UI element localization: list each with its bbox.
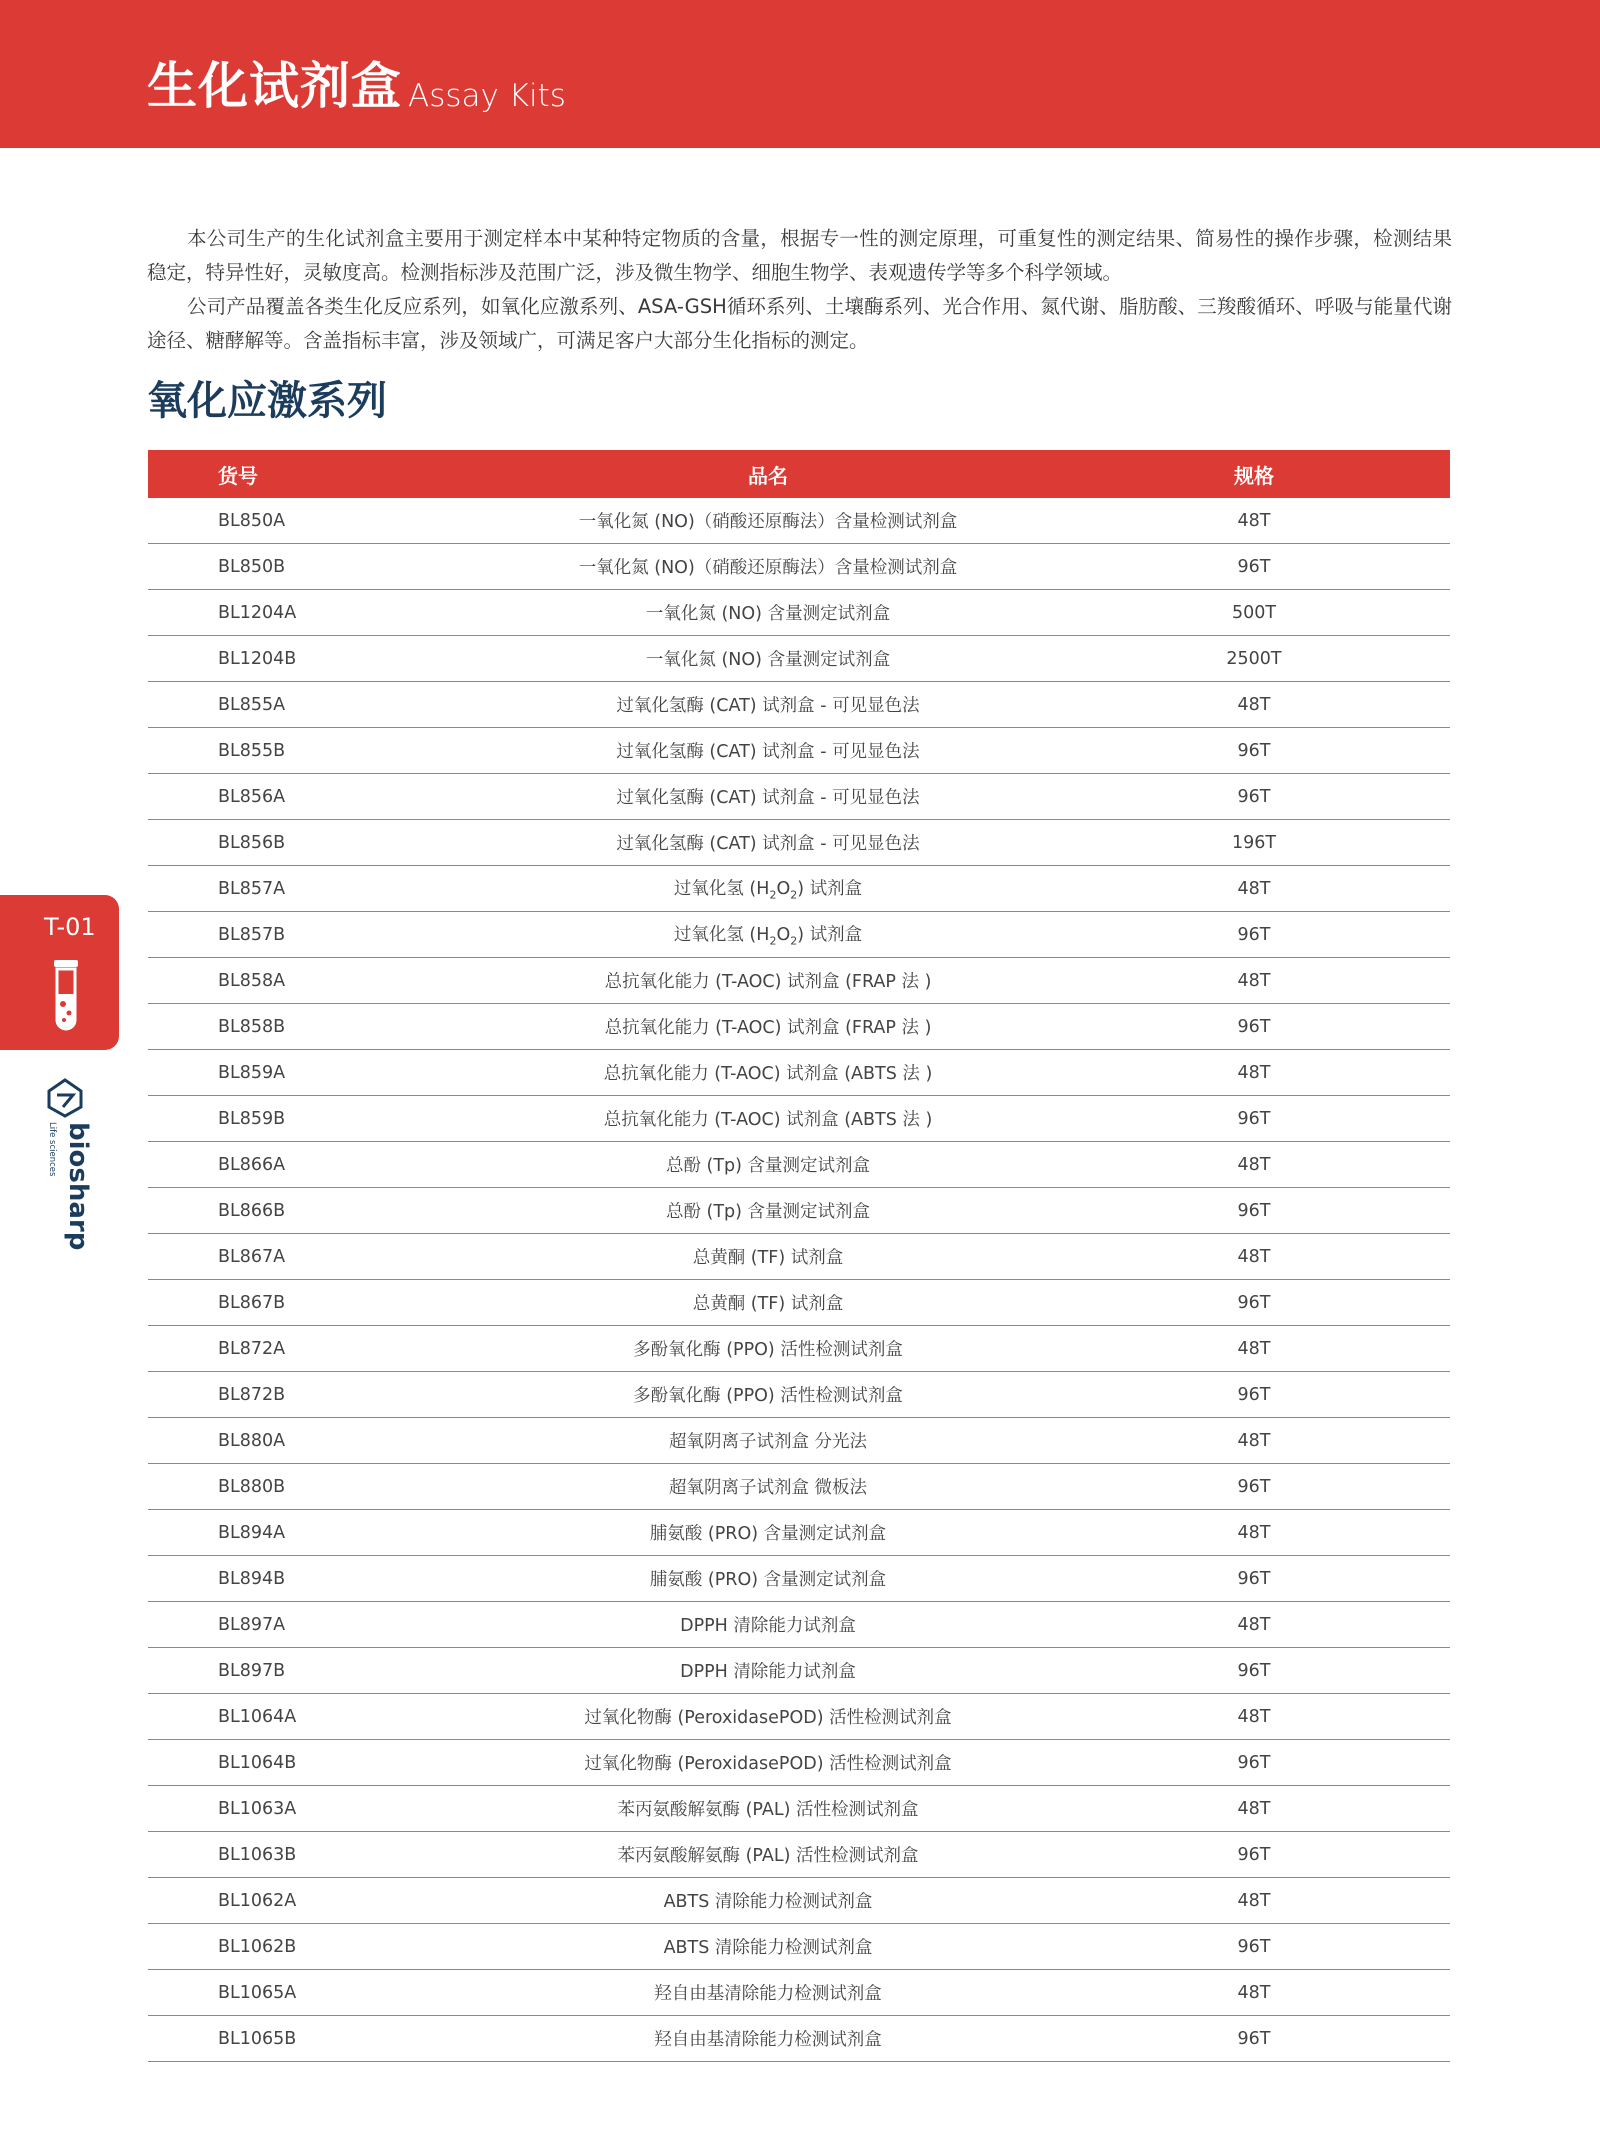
table-row bbox=[148, 1280, 1450, 1326]
cell-spec: 96T bbox=[1043, 1556, 1450, 1602]
cell-spec: 48T bbox=[1043, 1970, 1450, 2016]
name-subscript: 2 bbox=[769, 888, 777, 902]
cell-spec: 2500T bbox=[1043, 636, 1450, 682]
cell-spec: 48T bbox=[1043, 1050, 1450, 1096]
cell-code: BL857A bbox=[148, 866, 493, 912]
name-subscript: 2 bbox=[790, 888, 798, 902]
cell-spec: 96T bbox=[1043, 728, 1450, 774]
table-row bbox=[148, 958, 1450, 1004]
cell-name: DPPH 清除能力试剂盒 bbox=[493, 1648, 1043, 1694]
cell-code: BL855B bbox=[148, 728, 493, 774]
cell-spec: 96T bbox=[1043, 1096, 1450, 1142]
cell-name: ABTS 清除能力检测试剂盒 bbox=[493, 1924, 1043, 1970]
table-row bbox=[148, 912, 1450, 958]
table-row bbox=[148, 1326, 1450, 1372]
intro-paragraph-1: 本公司生产的生化试剂盒主要用于测定样本中某种特定物质的含量，根据专一性的测定原理，可重复性的测定结果、简易性的操作步骤，检测结果稳定，特异性好，灵敏度高。检测指标涉及范围广泛，涉及微生物学、细胞生物学、表观遗传学等多个科学领域。 bbox=[147, 227, 1452, 284]
cell-name: 一氧化氮 (NO) 含量测定试剂盒 bbox=[493, 636, 1043, 682]
cell-spec: 96T bbox=[1043, 1740, 1450, 1786]
table-row bbox=[148, 682, 1450, 728]
cell-code: BL850A bbox=[148, 498, 493, 544]
cell-code: BL866B bbox=[148, 1188, 493, 1234]
cell-name: 过氧化氢酶 (CAT) 试剂盒 - 可见显色法 bbox=[493, 820, 1043, 866]
cell-spec: 96T bbox=[1043, 912, 1450, 958]
cell-spec: 48T bbox=[1043, 866, 1450, 912]
intro-text bbox=[147, 222, 1452, 358]
cell-code: BL1063A bbox=[148, 1786, 493, 1832]
cell-code: BL872A bbox=[148, 1326, 493, 1372]
cell-spec: 48T bbox=[1043, 1418, 1450, 1464]
cell-name: DPPH 清除能力试剂盒 bbox=[493, 1602, 1043, 1648]
table-row bbox=[148, 820, 1450, 866]
table-row bbox=[148, 1556, 1450, 1602]
table-row bbox=[148, 1464, 1450, 1510]
cell-name: 过氧化物酶 (PeroxidasePOD) 活性检测试剂盒 bbox=[493, 1740, 1043, 1786]
cell-spec: 96T bbox=[1043, 1832, 1450, 1878]
name-mid: O bbox=[776, 925, 791, 946]
section-title: 氧化应激系列 bbox=[147, 378, 387, 424]
cell-name bbox=[493, 866, 1043, 912]
cell-spec: 48T bbox=[1043, 1510, 1450, 1556]
cell-name: 羟自由基清除能力检测试剂盒 bbox=[493, 1970, 1043, 2016]
name-pre: 过氧化氢 (H bbox=[673, 879, 770, 900]
table-row bbox=[148, 2016, 1450, 2062]
cell-name: 总抗氧化能力 (T-AOC) 试剂盒 (ABTS 法 ) bbox=[493, 1096, 1043, 1142]
cell-code: BL856B bbox=[148, 820, 493, 866]
cell-code: BL850B bbox=[148, 544, 493, 590]
header-code: 货号 bbox=[148, 450, 493, 498]
cell-spec: 48T bbox=[1043, 1878, 1450, 1924]
cell-code: BL880B bbox=[148, 1464, 493, 1510]
table-row bbox=[148, 544, 1450, 590]
cell-spec: 48T bbox=[1043, 498, 1450, 544]
table-row bbox=[148, 1694, 1450, 1740]
side-tab-label: T-01 bbox=[44, 913, 96, 941]
cell-code: BL858B bbox=[148, 1004, 493, 1050]
cell-name: 总抗氧化能力 (T-AOC) 试剂盒 (FRAP 法 ) bbox=[493, 1004, 1043, 1050]
cell-spec: 48T bbox=[1043, 1234, 1450, 1280]
cell-name: 过氧化氢酶 (CAT) 试剂盒 - 可见显色法 bbox=[493, 682, 1043, 728]
table-row bbox=[148, 636, 1450, 682]
cell-name: 总抗氧化能力 (T-AOC) 试剂盒 (FRAP 法 ) bbox=[493, 958, 1043, 1004]
biosharp-logo bbox=[42, 1078, 93, 1256]
cell-name: 超氧阴离子试剂盒 微板法 bbox=[493, 1464, 1043, 1510]
cell-code: BL1063B bbox=[148, 1832, 493, 1878]
table-row bbox=[148, 1648, 1450, 1694]
cell-code: BL894B bbox=[148, 1556, 493, 1602]
table-body bbox=[148, 498, 1450, 2062]
table-header-row bbox=[148, 450, 1450, 498]
cell-name: 苯丙氨酸解氨酶 (PAL) 活性检测试剂盒 bbox=[493, 1832, 1043, 1878]
cell-spec: 96T bbox=[1043, 1188, 1450, 1234]
cell-code: BL880A bbox=[148, 1418, 493, 1464]
cell-code: BL894A bbox=[148, 1510, 493, 1556]
table-row bbox=[148, 1832, 1450, 1878]
cell-name: 多酚氧化酶 (PPO) 活性检测试剂盒 bbox=[493, 1326, 1043, 1372]
brand-name: biosharp bbox=[63, 1122, 93, 1251]
table-row bbox=[148, 1924, 1450, 1970]
cell-code: BL1062A bbox=[148, 1878, 493, 1924]
cell-spec: 96T bbox=[1043, 2016, 1450, 2062]
brand-tagline: Life sciences bbox=[47, 1122, 57, 1177]
table-row bbox=[148, 1970, 1450, 2016]
cell-name: ABTS 清除能力检测试剂盒 bbox=[493, 1878, 1043, 1924]
cell-spec: 48T bbox=[1043, 1786, 1450, 1832]
table-row bbox=[148, 1740, 1450, 1786]
table-row bbox=[148, 1096, 1450, 1142]
table-row bbox=[148, 866, 1450, 912]
table-row bbox=[148, 1418, 1450, 1464]
cell-code: BL858A bbox=[148, 958, 493, 1004]
cell-spec: 48T bbox=[1043, 1602, 1450, 1648]
cell-name: 苯丙氨酸解氨酶 (PAL) 活性检测试剂盒 bbox=[493, 1786, 1043, 1832]
cell-name: 多酚氧化酶 (PPO) 活性检测试剂盒 bbox=[493, 1372, 1043, 1418]
table-row bbox=[148, 590, 1450, 636]
cell-name: 过氧化物酶 (PeroxidasePOD) 活性检测试剂盒 bbox=[493, 1694, 1043, 1740]
cell-name: 过氧化氢酶 (CAT) 试剂盒 - 可见显色法 bbox=[493, 774, 1043, 820]
cell-spec: 48T bbox=[1043, 1142, 1450, 1188]
name-pre: 过氧化氢 (H bbox=[673, 925, 770, 946]
header-spec: 规格 bbox=[1043, 450, 1450, 498]
cell-name: 总酚 (Tp) 含量测定试剂盒 bbox=[493, 1188, 1043, 1234]
cell-code: BL897B bbox=[148, 1648, 493, 1694]
cell-name: 总酚 (Tp) 含量测定试剂盒 bbox=[493, 1142, 1043, 1188]
table-row bbox=[148, 498, 1450, 544]
cell-spec: 48T bbox=[1043, 682, 1450, 728]
page-title: 生化试剂盒 bbox=[147, 57, 402, 115]
cell-name: 脯氨酸 (PRO) 含量测定试剂盒 bbox=[493, 1556, 1043, 1602]
test-tube-icon bbox=[50, 958, 82, 1032]
name-post: ) 试剂盒 bbox=[797, 879, 863, 900]
table-row bbox=[148, 1878, 1450, 1924]
cell-spec: 48T bbox=[1043, 958, 1450, 1004]
cell-name: 总抗氧化能力 (T-AOC) 试剂盒 (ABTS 法 ) bbox=[493, 1050, 1043, 1096]
cell-name: 总黄酮 (TF) 试剂盒 bbox=[493, 1280, 1043, 1326]
table-row bbox=[148, 728, 1450, 774]
cell-code: BL872B bbox=[148, 1372, 493, 1418]
cell-spec: 96T bbox=[1043, 1924, 1450, 1970]
cell-code: BL897A bbox=[148, 1602, 493, 1648]
table-row bbox=[148, 1188, 1450, 1234]
cell-code: BL1064B bbox=[148, 1740, 493, 1786]
cell-code: BL867B bbox=[148, 1280, 493, 1326]
cell-spec: 48T bbox=[1043, 1694, 1450, 1740]
cell-name: 一氧化氮 (NO) 含量测定试剂盒 bbox=[493, 590, 1043, 636]
name-subscript: 2 bbox=[790, 934, 798, 948]
cell-code: BL1065A bbox=[148, 1970, 493, 2016]
cell-name: 羟自由基清除能力检测试剂盒 bbox=[493, 2016, 1043, 2062]
name-post: ) 试剂盒 bbox=[797, 925, 863, 946]
table-row bbox=[148, 1510, 1450, 1556]
cell-name: 超氧阴离子试剂盒 分光法 bbox=[493, 1418, 1043, 1464]
cell-spec: 96T bbox=[1043, 774, 1450, 820]
name-mid: O bbox=[776, 879, 791, 900]
cell-spec: 96T bbox=[1043, 1372, 1450, 1418]
cell-code: BL1204B bbox=[148, 636, 493, 682]
cell-name bbox=[493, 912, 1043, 958]
table-row bbox=[148, 1050, 1450, 1096]
cell-spec: 196T bbox=[1043, 820, 1450, 866]
cell-code: BL1065B bbox=[148, 2016, 493, 2062]
table-row bbox=[148, 774, 1450, 820]
cell-code: BL1062B bbox=[148, 1924, 493, 1970]
cell-code: BL859A bbox=[148, 1050, 493, 1096]
name-subscript: 2 bbox=[769, 934, 777, 948]
cell-code: BL856A bbox=[148, 774, 493, 820]
table-row bbox=[148, 1234, 1450, 1280]
cell-name: 一氧化氮 (NO)（硝酸还原酶法）含量检测试剂盒 bbox=[493, 544, 1043, 590]
cell-spec: 96T bbox=[1043, 544, 1450, 590]
cell-code: BL859B bbox=[148, 1096, 493, 1142]
cell-name: 过氧化氢酶 (CAT) 试剂盒 - 可见显色法 bbox=[493, 728, 1043, 774]
cell-spec: 96T bbox=[1043, 1464, 1450, 1510]
intro-paragraph-2: 公司产品覆盖各类生化反应系列，如氧化应激系列、ASA-GSH循环系列、土壤酶系列、光合作用、氮代谢、脂肪酸、三羧酸循环、呼吸与能量代谢途径、糖酵解等。含盖指标丰富，涉及领域广，可满足客户大部分生化指标的测定。 bbox=[147, 295, 1452, 352]
cell-spec: 96T bbox=[1043, 1648, 1450, 1694]
cell-name: 脯氨酸 (PRO) 含量测定试剂盒 bbox=[493, 1510, 1043, 1556]
cell-spec: 96T bbox=[1043, 1004, 1450, 1050]
cell-code: BL855A bbox=[148, 682, 493, 728]
table-row bbox=[148, 1142, 1450, 1188]
table-row bbox=[148, 1602, 1450, 1648]
cell-code: BL1064A bbox=[148, 1694, 493, 1740]
product-table bbox=[148, 450, 1450, 2062]
cell-code: BL1204A bbox=[148, 590, 493, 636]
cell-spec: 500T bbox=[1043, 590, 1450, 636]
header-name: 品名 bbox=[493, 450, 1043, 498]
table-row bbox=[148, 1004, 1450, 1050]
table-row bbox=[148, 1786, 1450, 1832]
cell-code: BL857B bbox=[148, 912, 493, 958]
cell-code: BL867A bbox=[148, 1234, 493, 1280]
table-row bbox=[148, 1372, 1450, 1418]
cell-spec: 48T bbox=[1043, 1326, 1450, 1372]
cell-name: 一氧化氮 (NO)（硝酸还原酶法）含量检测试剂盒 bbox=[493, 498, 1043, 544]
cell-code: BL866A bbox=[148, 1142, 493, 1188]
page-subtitle: Assay Kits bbox=[408, 78, 566, 114]
cell-name: 总黄酮 (TF) 试剂盒 bbox=[493, 1234, 1043, 1280]
cell-spec: 96T bbox=[1043, 1280, 1450, 1326]
